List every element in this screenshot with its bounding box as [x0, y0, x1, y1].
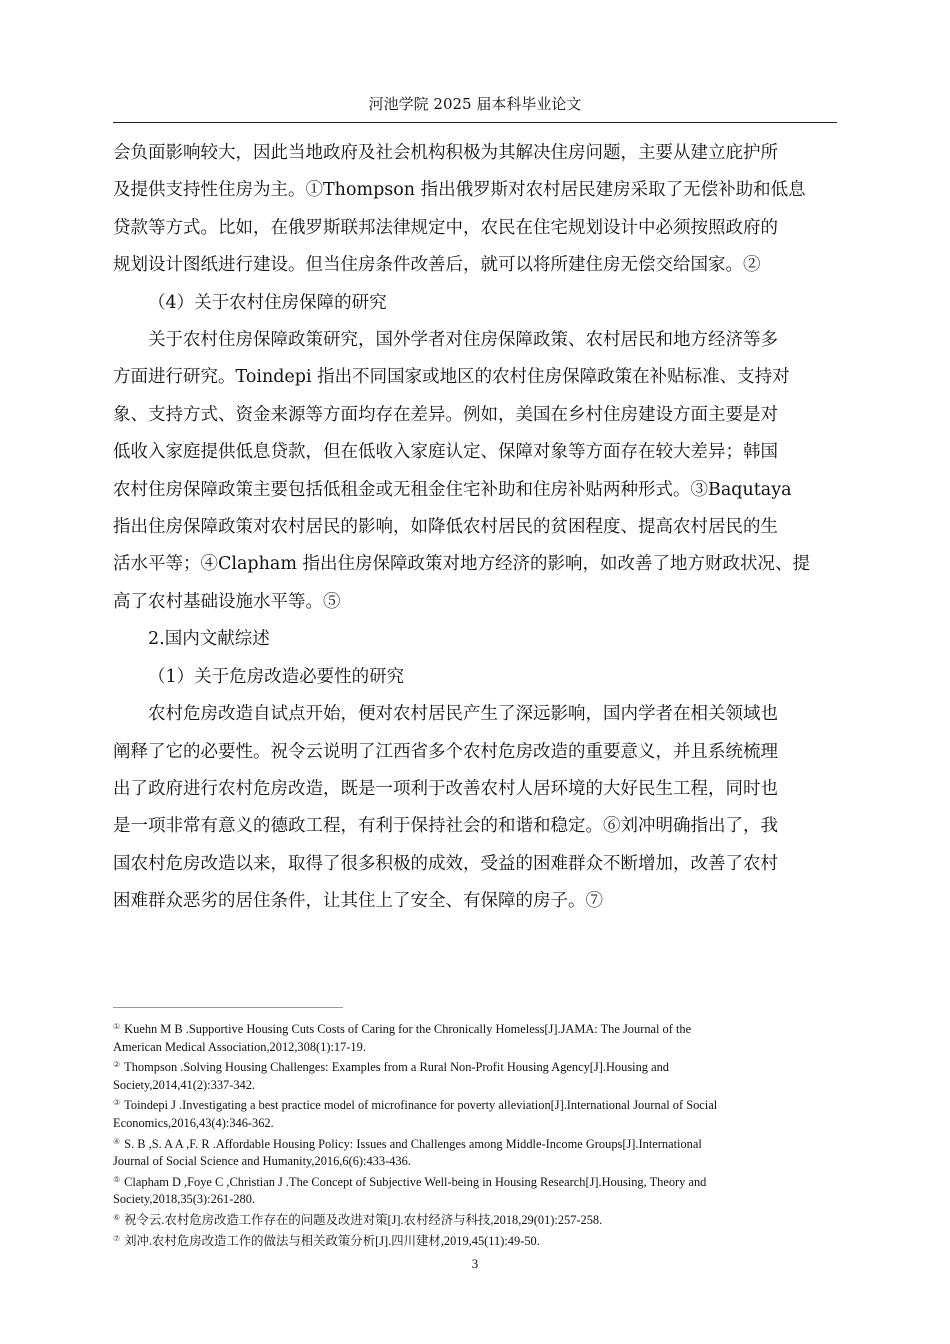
footnote-marker: ②	[113, 1060, 121, 1070]
footnote-line	[113, 1018, 837, 1039]
footnote-separator	[113, 1007, 343, 1008]
text-line: 农村危房改造自试点开始，便对农村居民产生了深远影响，国内学者在相关领域也	[148, 704, 778, 725]
page-number: 3	[471, 1256, 479, 1271]
footnote-text: Kuehn M B .Supportive Housing Cuts Costs of Caring for the Chronically Homeless[J].JAMA: The Journal of the	[124, 1022, 692, 1036]
footnote-marker: ⑤	[113, 1174, 121, 1184]
footnote-text: S. B ,S. A A ,F. R .Affordable Housing Policy: Issues and Challenges among Middle-Income Groups[J].International	[124, 1136, 702, 1151]
footnote-line	[113, 1191, 837, 1209]
paragraph-continued	[113, 135, 837, 285]
text-line: 农村住房保障政策主要包括低租金或无租金住宅补助和住房补贴两种形式。③Baqutaya	[113, 479, 792, 500]
header-rule	[113, 122, 837, 123]
footnote-marker: ④	[113, 1136, 121, 1146]
text-line: 是一项非常有意义的德政工程，有利于保持社会的和谐和稳定。⑥刘冲明确指出了，我	[113, 816, 778, 837]
section-heading	[113, 285, 837, 322]
footnotes	[113, 1018, 837, 1250]
footnote-text: Thompson .Solving Housing Challenges: Examples from a Rural Non-Profit Housing Agency[J].Housing and	[124, 1060, 669, 1075]
footnote-line	[113, 1115, 837, 1133]
footnote-text: 刘冲.农村危房改造工作的做法与相关政策分析[J].四川建材,2019,45(11):49-50.	[124, 1233, 540, 1248]
running-header: 河池学院 2025 届本科毕业论文	[368, 95, 582, 113]
footnote-text: Toindepi J .Investigating a best practice model of microfinance for poverty alleviation[J].International Journal of Social	[124, 1098, 718, 1113]
section-heading	[113, 621, 837, 658]
text-line: 低收入家庭提供低息贷款，但在低收入家庭认定、保障对象等方面存在较大差异；韩国	[113, 442, 778, 463]
footnote-marker: ①	[113, 1022, 121, 1031]
text-line: 指出住房保障政策对农村居民的影响，如降低农村居民的贫困程度、提高农村居民的生	[113, 517, 778, 538]
footnote-text: Society,2014,41(2):337-342.	[113, 1077, 256, 1092]
text-line: 关于农村住房保障政策研究，国外学者对住房保障政策、农村居民和地方经济等多	[148, 330, 778, 351]
paragraph-renovation	[113, 696, 837, 920]
heading-text: 2.国内文献综述	[148, 629, 270, 650]
heading-text: （4）关于农村住房保障的研究	[148, 292, 387, 313]
footnote-marker: ⑥	[113, 1212, 121, 1222]
footnote-text: Society,2018,35(3):261-280.	[113, 1192, 256, 1207]
footnote-text: 祝令云.农村危房改造工作存在的问题及改进对策[J].农村经济与科技,2018,29(01):257-258.	[124, 1212, 603, 1227]
footnote-line	[113, 1171, 837, 1192]
footnote-text: American Medical Association,2012,308(1):17-19.	[113, 1039, 366, 1054]
footnote-line	[113, 1133, 837, 1154]
footnote-line	[113, 1039, 837, 1057]
footnote-text: Clapham D ,Foye C ,Christian J .The Concept of Subjective Well-being in Housing Research[J].Housing, Theory and	[124, 1174, 707, 1189]
text-line: 困难群众恶劣的居住条件，让其住上了安全、有保障的房子。⑦	[113, 891, 603, 912]
text-line: 及提供支持性住房为主。①Thompson 指出俄罗斯对农村居民建房采取了无偿补助和低息	[113, 180, 806, 201]
footnote-line	[113, 1153, 837, 1171]
text-line: 会负面影响较大，因此当地政府及社会机构积极为其解决住房问题，主要从建立庇护所	[113, 143, 778, 163]
footnote-line	[113, 1230, 837, 1251]
text-line: 象、支持方式、资金来源等方面均存在差异。例如，美国在乡村住房建设方面主要是对	[113, 404, 778, 425]
footnote-marker: ⑦	[113, 1233, 121, 1243]
text-line: 高了农村基础设施水平等。⑤	[113, 591, 341, 612]
text-line: 方面进行研究。Toindepi 指出不同国家或地区的农村住房保障政策在补贴标准、支持对	[113, 367, 790, 388]
footnote-line	[113, 1094, 837, 1115]
text-line: 规划设计图纸进行建设。但当住房条件改善后，就可以将所建住房无偿交给国家。②	[113, 255, 761, 276]
heading-text: （1）关于危房改造必要性的研究	[148, 666, 405, 687]
text-line: 贷款等方式。比如，在俄罗斯联邦法律规定中，农民在住宅规划设计中必须按照政府的	[113, 217, 778, 238]
paragraph-rural-housing	[113, 322, 837, 621]
text-line: 阐释了它的必要性。祝令云说明了江西省多个农村危房改造的重要意义，并且系统梳理	[113, 741, 778, 762]
text-line: 出了政府进行农村危房改造，既是一项利于改善农村人居环境的大好民生工程，同时也	[113, 778, 778, 799]
footnote-line	[113, 1209, 837, 1230]
text-line: 活水平等；④Clapham 指出住房保障政策对地方经济的影响，如改善了地方财政状况、提	[113, 554, 810, 575]
footnote-text: Economics,2016,43(4):346-362.	[113, 1115, 274, 1130]
footnote-text: Journal of Social Science and Humanity,2016,6(6):433-436.	[113, 1154, 411, 1169]
footnote-marker: ③	[113, 1098, 121, 1108]
body-text	[113, 135, 837, 921]
text-line: 国农村危房改造以来，取得了很多积极的成效，受益的困难群众不断增加，改善了农村	[113, 853, 778, 874]
section-heading	[113, 659, 837, 696]
footnote-line	[113, 1056, 837, 1077]
footnote-line	[113, 1077, 837, 1095]
